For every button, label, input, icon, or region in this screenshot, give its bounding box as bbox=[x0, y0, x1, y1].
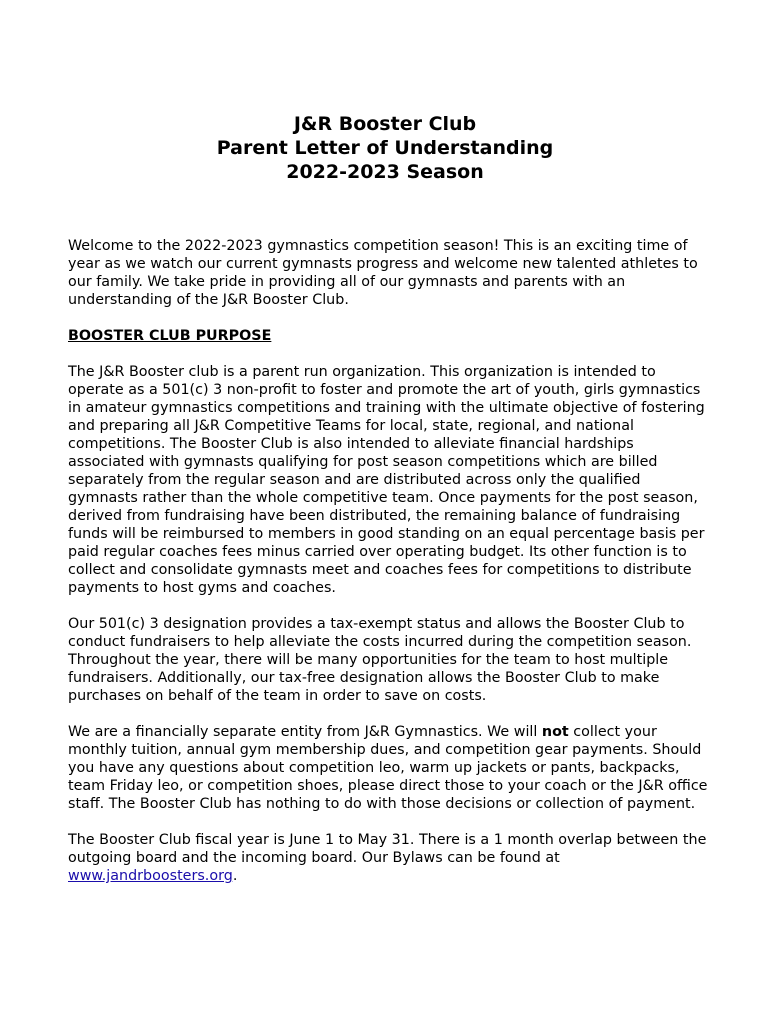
title-letter-name: Parent Letter of Understanding bbox=[216, 137, 554, 159]
document-title bbox=[0, 112, 770, 184]
purpose-paragraph-2: Our 501(c) 3 designation provides a tax-exempt status and allows the Booster Club to conduct fundraisers to help alleviate the costs incurred during the competition season. Throughout the year, there will be many opportunities for the team to host multiple fundraisers. Additionally, our tax-free designation allows the Booster Club to make purchases on behalf of the team in order to save on costs. bbox=[68, 616, 692, 704]
title-season: 2022-2023 Season bbox=[286, 161, 484, 183]
section-heading-purpose: BOOSTER CLUB PURPOSE bbox=[68, 328, 272, 344]
p4-text-before: The Booster Club fiscal year is June 1 to May 31. There is a 1 month overlap between the outgoing board and the incoming board. Our Bylaws can be found at bbox=[68, 832, 707, 866]
document-body bbox=[68, 237, 708, 903]
purpose-paragraph-3 bbox=[68, 723, 708, 813]
bylaws-website-link[interactable]: www.jandrboosters.org bbox=[68, 868, 233, 884]
p3-text-after: collect your monthly tuition, annual gym membership dues, and competition gear payments. Should you have any questions about competition leo, warm up jackets or pants, backpacks, team Friday leo, or competition shoes, please direct those to your coach or the J&R office staff. The Booster Club has nothing to do with those decisions or collection of payment. bbox=[68, 724, 708, 812]
p3-emphasis-not: not bbox=[541, 724, 569, 740]
p4-text-after: . bbox=[232, 868, 238, 884]
purpose-paragraph-1: The J&R Booster club is a parent run organization. This organization is intended to operate as a 501(c) 3 non-profit to foster and promote the art of youth, girls gymnastics in amateur gymnastics competitions and training with the ultimate objective of fostering and preparing all J&R Competitive Teams for local, state, regional, and national competitions. The Booster Club is also intended to alleviate financial hardships associated with gymnasts qualifying for post season competitions which are billed separately from the regular season and are distributed across only the qualified gymnasts rather than the whole competitive team. Once payments for the post season, derived from fundraising have been distributed, the remaining balance of fundraising funds will be reimbursed to members in good standing on an equal percentage basis per paid regular coaches fees minus carried over operating budget. Its other function is to collect and consolidate gymnasts meet and coaches fees for competitions to distribute payments to host gyms and coaches. bbox=[68, 364, 705, 596]
title-club-name: J&R Booster Club bbox=[293, 113, 477, 135]
purpose-paragraph-4 bbox=[68, 831, 708, 885]
intro-paragraph: Welcome to the 2022-2023 gymnastics competition season! This is an exciting time of year as we watch our current gymnasts progress and welcome new talented athletes to our family. We take pride in providing all of our gymnasts and parents with an understanding of the J&R Booster Club. bbox=[68, 238, 698, 308]
p3-text-before: We are a financially separate entity from J&R Gymnastics. We will bbox=[68, 724, 542, 740]
